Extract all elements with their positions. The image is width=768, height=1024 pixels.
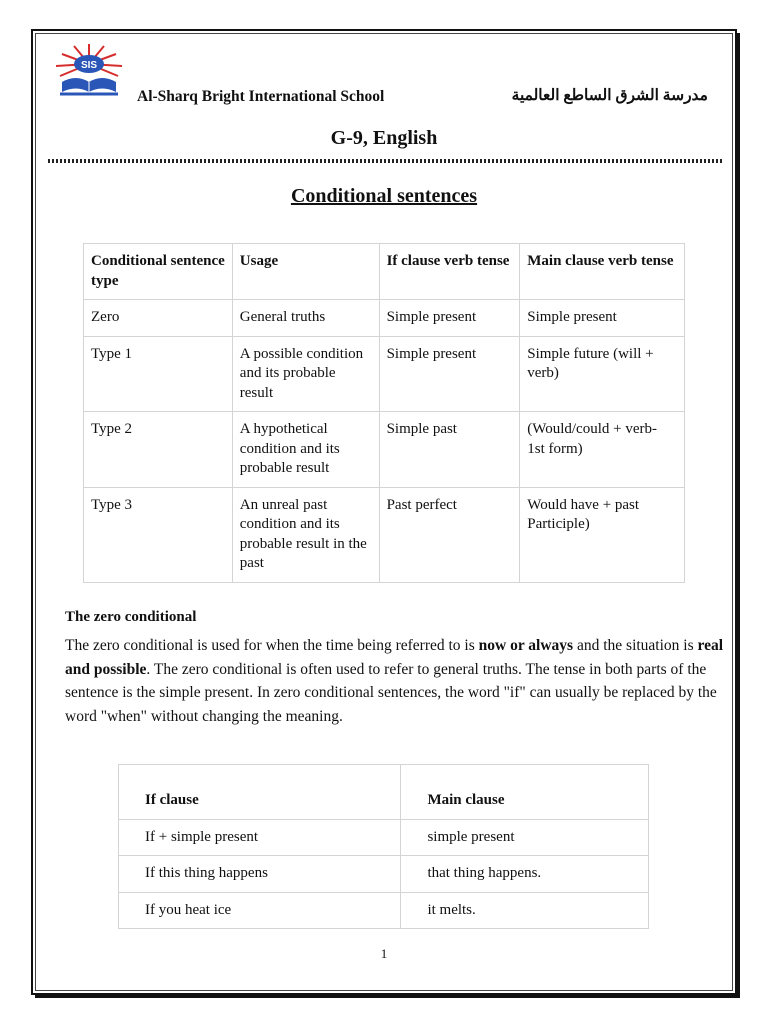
column-header: If clause verb tense xyxy=(379,244,520,300)
column-header: If clause xyxy=(119,765,401,820)
table-row xyxy=(84,487,685,582)
table-cell: If + simple present xyxy=(119,819,401,856)
table-cell: If you heat ice xyxy=(119,892,401,929)
table-cell: An unreal past condition and its probable result in the past xyxy=(232,487,379,582)
school-logo-icon xyxy=(54,42,124,100)
paragraph-text: and the situation is xyxy=(573,637,698,654)
table-cell: A hypothetical condition and its probable result xyxy=(232,412,379,488)
table-row xyxy=(119,819,649,856)
table-cell: A possible condition and its probable result xyxy=(232,336,379,412)
table-cell: If this thing happens xyxy=(119,856,401,893)
logo-text: SIS xyxy=(80,60,98,71)
school-name-arabic: مدرسة الشرق الساطع العالمية xyxy=(511,87,708,104)
table-row xyxy=(84,412,685,488)
table-row xyxy=(84,336,685,412)
page-number: 1 xyxy=(380,946,388,961)
page-border-shadow-bottom xyxy=(35,995,740,998)
table-cell: Type 1 xyxy=(84,336,233,412)
table-cell: Type 2 xyxy=(84,412,233,488)
table-cell: Zero xyxy=(84,300,233,337)
column-header: Main clause xyxy=(401,765,649,820)
page-border-shadow-right xyxy=(737,33,740,998)
table-row xyxy=(84,300,685,337)
table-cell: Simple present xyxy=(379,336,520,412)
paragraph-text: The zero conditional is used for when the time being referred to is xyxy=(65,637,479,654)
table-cell: Type 3 xyxy=(84,487,233,582)
table-cell: Past perfect xyxy=(379,487,520,582)
table-row xyxy=(119,892,649,929)
paragraph-emphasis: now or always xyxy=(478,637,574,654)
table-cell: Would have + past Participle) xyxy=(520,487,685,582)
table-row xyxy=(119,856,649,893)
column-header: Conditional sentence type xyxy=(84,244,233,300)
grade-subject: G-9, English xyxy=(330,127,438,149)
column-header: Main clause verb tense xyxy=(520,244,685,300)
table-cell: it melts. xyxy=(401,892,649,929)
school-name-english: Al-Sharq Bright International School xyxy=(137,88,385,105)
zero-conditional-example-table xyxy=(118,764,649,929)
paragraph-text: . The zero conditional is often used to refer to general truths. The tense in both parts of the sentence is the simple present. In zero conditional sentences, the word "if" can usually be replaced by the word "when" without changing the meaning. xyxy=(65,660,717,725)
table-cell: Simple present xyxy=(379,300,520,337)
header-divider xyxy=(48,159,722,163)
table-cell: Simple future (will + verb) xyxy=(520,336,685,412)
page-title: Conditional sentences xyxy=(290,185,478,207)
zero-conditional-paragraph xyxy=(65,634,725,728)
table-cell: Simple present xyxy=(520,300,685,337)
paragraph-emphasis: real and possible xyxy=(65,637,724,678)
table-cell: that thing happens. xyxy=(401,856,649,893)
section-heading: The zero conditional xyxy=(65,609,197,625)
table-cell: Simple past xyxy=(379,412,520,488)
table-cell: simple present xyxy=(401,819,649,856)
conditional-types-table xyxy=(83,243,685,583)
table-header-row xyxy=(119,765,649,820)
table-header-row xyxy=(84,244,685,300)
table-cell: General truths xyxy=(232,300,379,337)
column-header: Usage xyxy=(232,244,379,300)
table-cell: (Would/could + verb- 1st form) xyxy=(520,412,685,488)
